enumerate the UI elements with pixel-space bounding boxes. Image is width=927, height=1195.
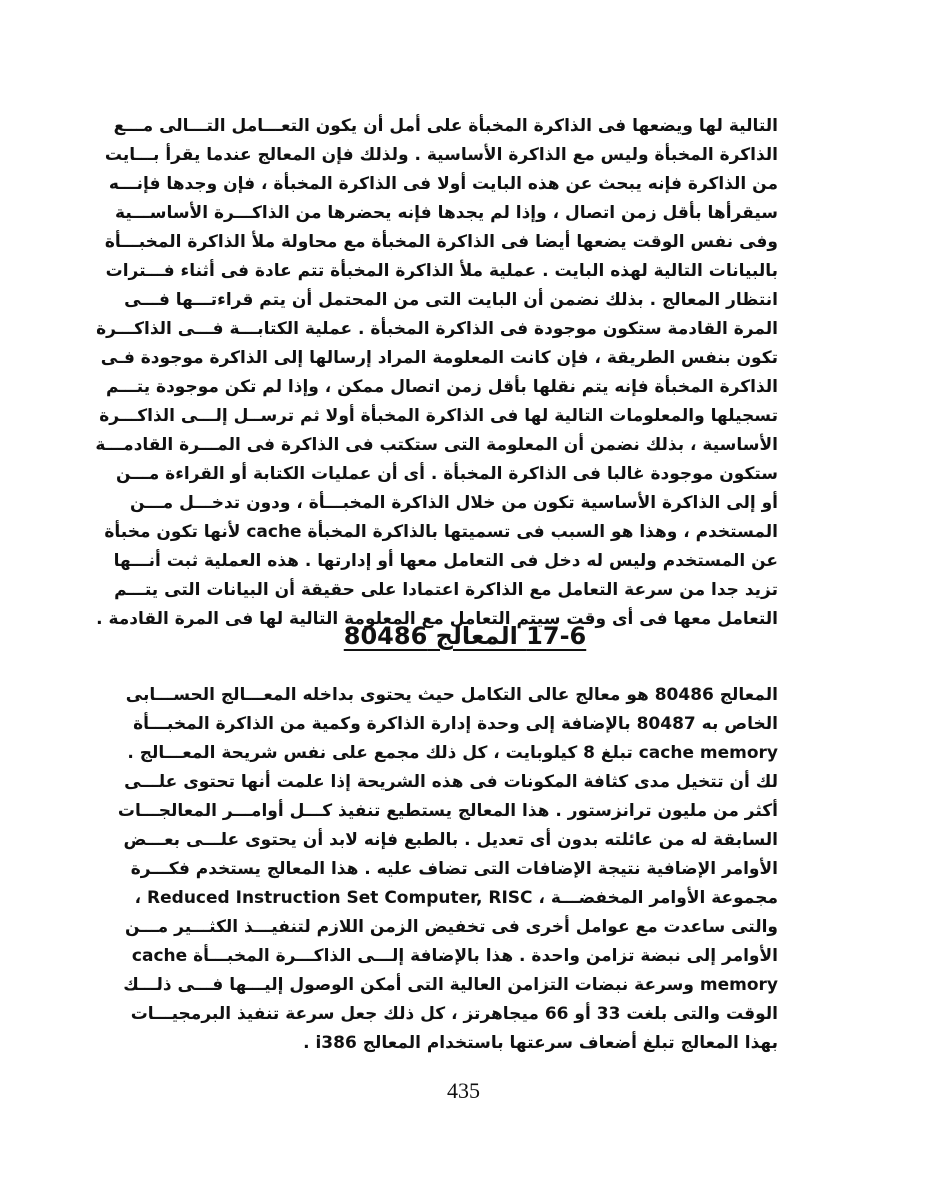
body-paragraph-2 [117,681,778,1058]
text-line: cache memory تبلغ 8 كيلوبايت ، كل ذلك مجمع على نفس شريحة المعـــالج . [127,743,778,763]
text-line: وفى نفس الوقت يضعها أيضا فى الذاكرة المخبأة مع محاولة ملأ الذاكرة المخبـــأة [104,232,778,252]
body-paragraph-1 [95,112,778,634]
text-line: ستكون موجودة غالبا فى الذاكرة المخبأة . أى أن عمليات الكتابة أو القراءة مـــن [115,464,778,484]
section-heading [300,620,630,652]
text-line: الوقت والتى بلغت 33 أو 66 ميجاهرتز ، كل ذلك جعل سرعة تنفيذ البرمجيـــات [130,1004,778,1024]
text-line: انتظار المعالج . بذلك نضمن أن البايت التى من المحتمل أن يتم قراءتـــها فـــى [124,290,778,310]
text-line: التالية لها ويضعها فى الذاكرة المخبأة على أمل أن يكون التعـــامل التـــالى مـــع [113,116,778,136]
text-line: الأوامر الإضافية نتيجة الإضافات التى تضاف عليه . هذا المعالج يستخدم فكـــرة [130,859,778,879]
text-line: الخاص به 80487 بالإضافة إلى وحدة إدارة الذاكرة وكمية من الذاكرة المخبـــأة [133,714,778,734]
text-line: أكثر من مليون ترانزستور . هذا المعالج يستطيع تنفيذ كـــل أوامـــر المعالجـــات [117,801,778,821]
page-number: 435 [447,1078,480,1103]
text-line: الأوامر إلى نبضة تزامن واحدة . هذا بالإضافة إلـــى الذاكـــرة المخبـــأة cache [131,946,778,966]
text-line: السابقة له من عائلته بدون أى تعديل . بالطبع فإنه لابد أن يحتوى علـــى بعـــض [123,830,778,850]
text-line: أو إلى الذاكرة الأساسية تكون من خلال الذاكرة المخبـــأة ، ودون تدخـــل مـــن [129,493,778,513]
text-line: المستخدم ، وهذا هو السبب فى تسميتها بالذاكرة المخبأة cache لأنها تكون مخبأة [104,522,778,542]
text-line: تزيد جدا من سرعة التعامل مع الذاكرة اعتمادا على حقيقة أن البيانات التى يتـــم [114,580,778,600]
text-line: والتى ساعدت مع عوامل أخرى فى تخفيض الزمن اللازم لتنفيـــذ الكثـــير مـــن [124,917,778,937]
text-line: بالبيانات التالية لهذه البايت . عملية ملأ الذاكرة المخبأة تتم عادة فى أثناء فـــترات [105,261,778,281]
text-line: الذاكرة المخبأة فإنه يتم نقلها بأقل زمن اتصال ممكن ، وإذا لم تكن موجودة يتـــم [106,377,778,397]
text-line: عن المستخدم وليس له دخل فى التعامل معها أو إدارتها . هذه العملية ثبت أنـــها [113,551,778,571]
text-line: المرة القادمة ستكون موجودة فى الذاكرة المخبأة . عملية الكتابـــة فـــى الذاكـــرة [96,319,778,339]
text-line: سيقرأها بأقل زمن اتصال ، وإذا لم يجدها فإنه يحضرها من الذاكـــرة الأساســـية [115,203,778,223]
text-line: بهذا المعالج تبلغ أضعاف سرعتها باستخدام المعالج i386 . [303,1033,778,1053]
text-line: تسجيلها والمعلومات التالية لها فى الذاكرة المخبأة أولا ثم ترســل إلـــى الذاكـــرة [99,406,778,426]
section-heading-text: 17-6 المعالج 80486 [343,622,587,650]
text-line: الذاكرة المخبأة وليس مع الذاكرة الأساسية . ولذلك فإن المعالج عندما يقرأ بـــايت [104,145,778,165]
text-line: لك أن تتخيل مدى كثافة المكونات فى هذه الشريحة إذا علمت أنها تحتوى علـــى [124,772,778,792]
text-line: مجموعة الأوامر المخفضـــة ، Reduced Instruction Set Computer, RISC ، [134,888,778,908]
text-line: المعالج 80486 هو معالج عالى التكامل حيث يحتوى بداخله المعـــالج الحســـابى [125,685,778,705]
text-line: memory وسرعة نبضات التزامن العالية التى أمكن الوصول إليـــها فـــى ذلـــك [123,975,778,995]
text-line: الأساسية ، بذلك نضمن أن المعلومة التى ستكتب فى الذاكرة فى المـــرة القادمـــة [95,435,778,455]
text-line: التعامل معها فى أى وقت سيتم التعامل مع المعلومة التالية لها فى المرة القادمة . [96,609,778,629]
text-line: من الذاكرة فإنه يبحث عن هذه البايت أولا فى الذاكرة المخبأة ، فإن وجدها فإنـــه [108,174,778,194]
text-line: تكون بنفس الطريقة ، فإن كانت المعلومة المراد إرسالها إلى الذاكرة موجودة فـى [100,348,778,368]
